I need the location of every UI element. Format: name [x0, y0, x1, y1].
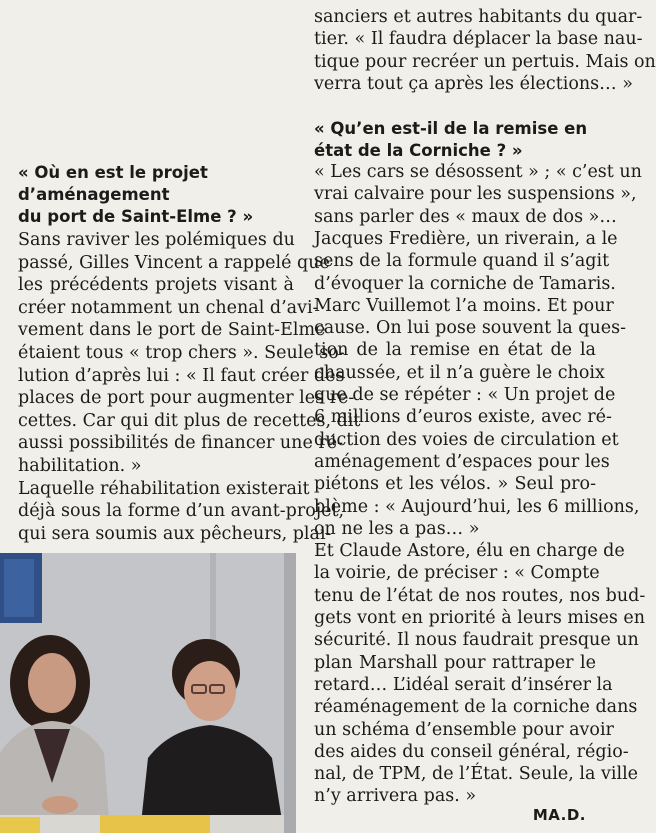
article-text-line: créer notamment un chenal d’avi-: [18, 297, 319, 318]
section-heading-line: « Qu’en est-il de la remise en: [314, 119, 588, 138]
article-photo: [0, 553, 296, 833]
article-text-line: qui sera soumis aux pêcheurs, plai-: [18, 523, 332, 544]
article-text-line: Marc Vuillemot l’a moins. Et pour: [314, 295, 614, 316]
article-text-line: 6 millions d’euros existe, avec ré-: [314, 407, 612, 428]
article-text-line: chaussée, et il n’a guère le choix: [314, 362, 605, 383]
section-heading-line: du port de Saint-Elme ? »: [18, 207, 254, 226]
article-text-line: Sans raviver les polémiques du: [18, 230, 295, 250]
article-text-line: aussi possibilités de financer une ré-: [18, 433, 343, 454]
article-text-line: réaménagement de la corniche dans: [314, 697, 638, 718]
article-text-line: passé, Gilles Vincent a rappelé que: [18, 252, 330, 273]
article-text-line: des aides du conseil général, régio-: [314, 741, 629, 762]
article-text-line: les précédents projets visant à: [18, 275, 294, 296]
article-text-line: que de se répéter : « Un projet de: [314, 385, 616, 405]
article-text-line: n’y arrivera pas. »: [314, 786, 477, 807]
article-text-line: tenu de l’état de nos routes, nos bud-: [314, 585, 646, 606]
section-heading-line: « Où en est le projet: [18, 163, 208, 182]
article-text-line: sens de la formule quand il s’agit: [314, 251, 610, 272]
article-text-line: aménagement d’espaces pour les: [314, 451, 610, 472]
article-text-line: sécurité. Il nous faudrait presque un: [314, 630, 639, 651]
article-text-line: piétons et les vélos. » Seul pro-: [314, 474, 596, 495]
article-text-line: on ne les a pas… »: [314, 518, 480, 539]
author-credit: MA.D.: [532, 806, 586, 824]
article-text-line: tique pour recréer un pertuis. Mais on: [314, 51, 656, 72]
article-text-line: déjà sous la forme d’un avant-projet,: [18, 501, 345, 522]
article-text-line: plan Marshall pour rattraper le: [314, 652, 596, 673]
article-text-line: Jacques Fredière, un riverain, a le: [314, 228, 618, 249]
article-text-line: places de port pour augmenter les re-: [18, 388, 355, 409]
article-text-line: gets vont en priorité à leurs mises en: [314, 608, 646, 628]
article-text-line: cause. On lui pose souvent la ques-: [314, 318, 627, 339]
article-text-line: un schéma d’ensemble pour avoir: [314, 719, 614, 740]
article-text-line: blème : « Aujourd’hui, les 6 millions,: [314, 496, 640, 517]
article-text-line: sans parler des « maux de dos »…: [314, 206, 617, 227]
article-text-line: Et Claude Astore, élu en charge de: [314, 541, 625, 562]
article-text-line: la voirie, de préciser : « Compte: [314, 563, 600, 584]
section-heading-line: d’aménagement: [18, 185, 170, 204]
article-text-line: vement dans le port de Saint-Elme: [18, 320, 326, 341]
article-text-line: vrai calvaire pour les suspensions »,: [314, 184, 637, 205]
section-heading-line: état de la Corniche ? »: [314, 141, 523, 160]
article-text-line: Laquelle réhabilitation existerait: [18, 478, 310, 499]
article-text-line: « Les cars se désossent » ; « c’est un: [314, 162, 642, 182]
article-text-line: étaient tous « trop chers ». Seule so-: [18, 343, 345, 363]
article-text-line: retard… L’idéal serait d’insérer la: [314, 674, 613, 695]
article-text-line: verra tout ça après les élections… »: [314, 74, 633, 95]
article-text-line: lution d’après lui : « Il faut créer des: [18, 365, 345, 386]
photo-illustration: [0, 553, 296, 833]
article-text-line: tier. « Il faudra déplacer la base nau-: [314, 29, 643, 50]
article-text-line: tion de la remise en état de la: [314, 340, 596, 361]
article-text-line: cettes. Car qui dit plus de recettes, dit: [18, 410, 361, 431]
article-text-line: d’évoquer la corniche de Tamaris.: [314, 273, 616, 294]
article-text-line: duction des voies de circulation et: [314, 429, 619, 450]
article-text-line: nal, de TPM, de l’État. Seule, la ville: [314, 764, 639, 785]
article-text-line: sanciers et autres habitants du quar-: [314, 7, 643, 27]
article-text-line: habilitation. »: [18, 456, 142, 476]
